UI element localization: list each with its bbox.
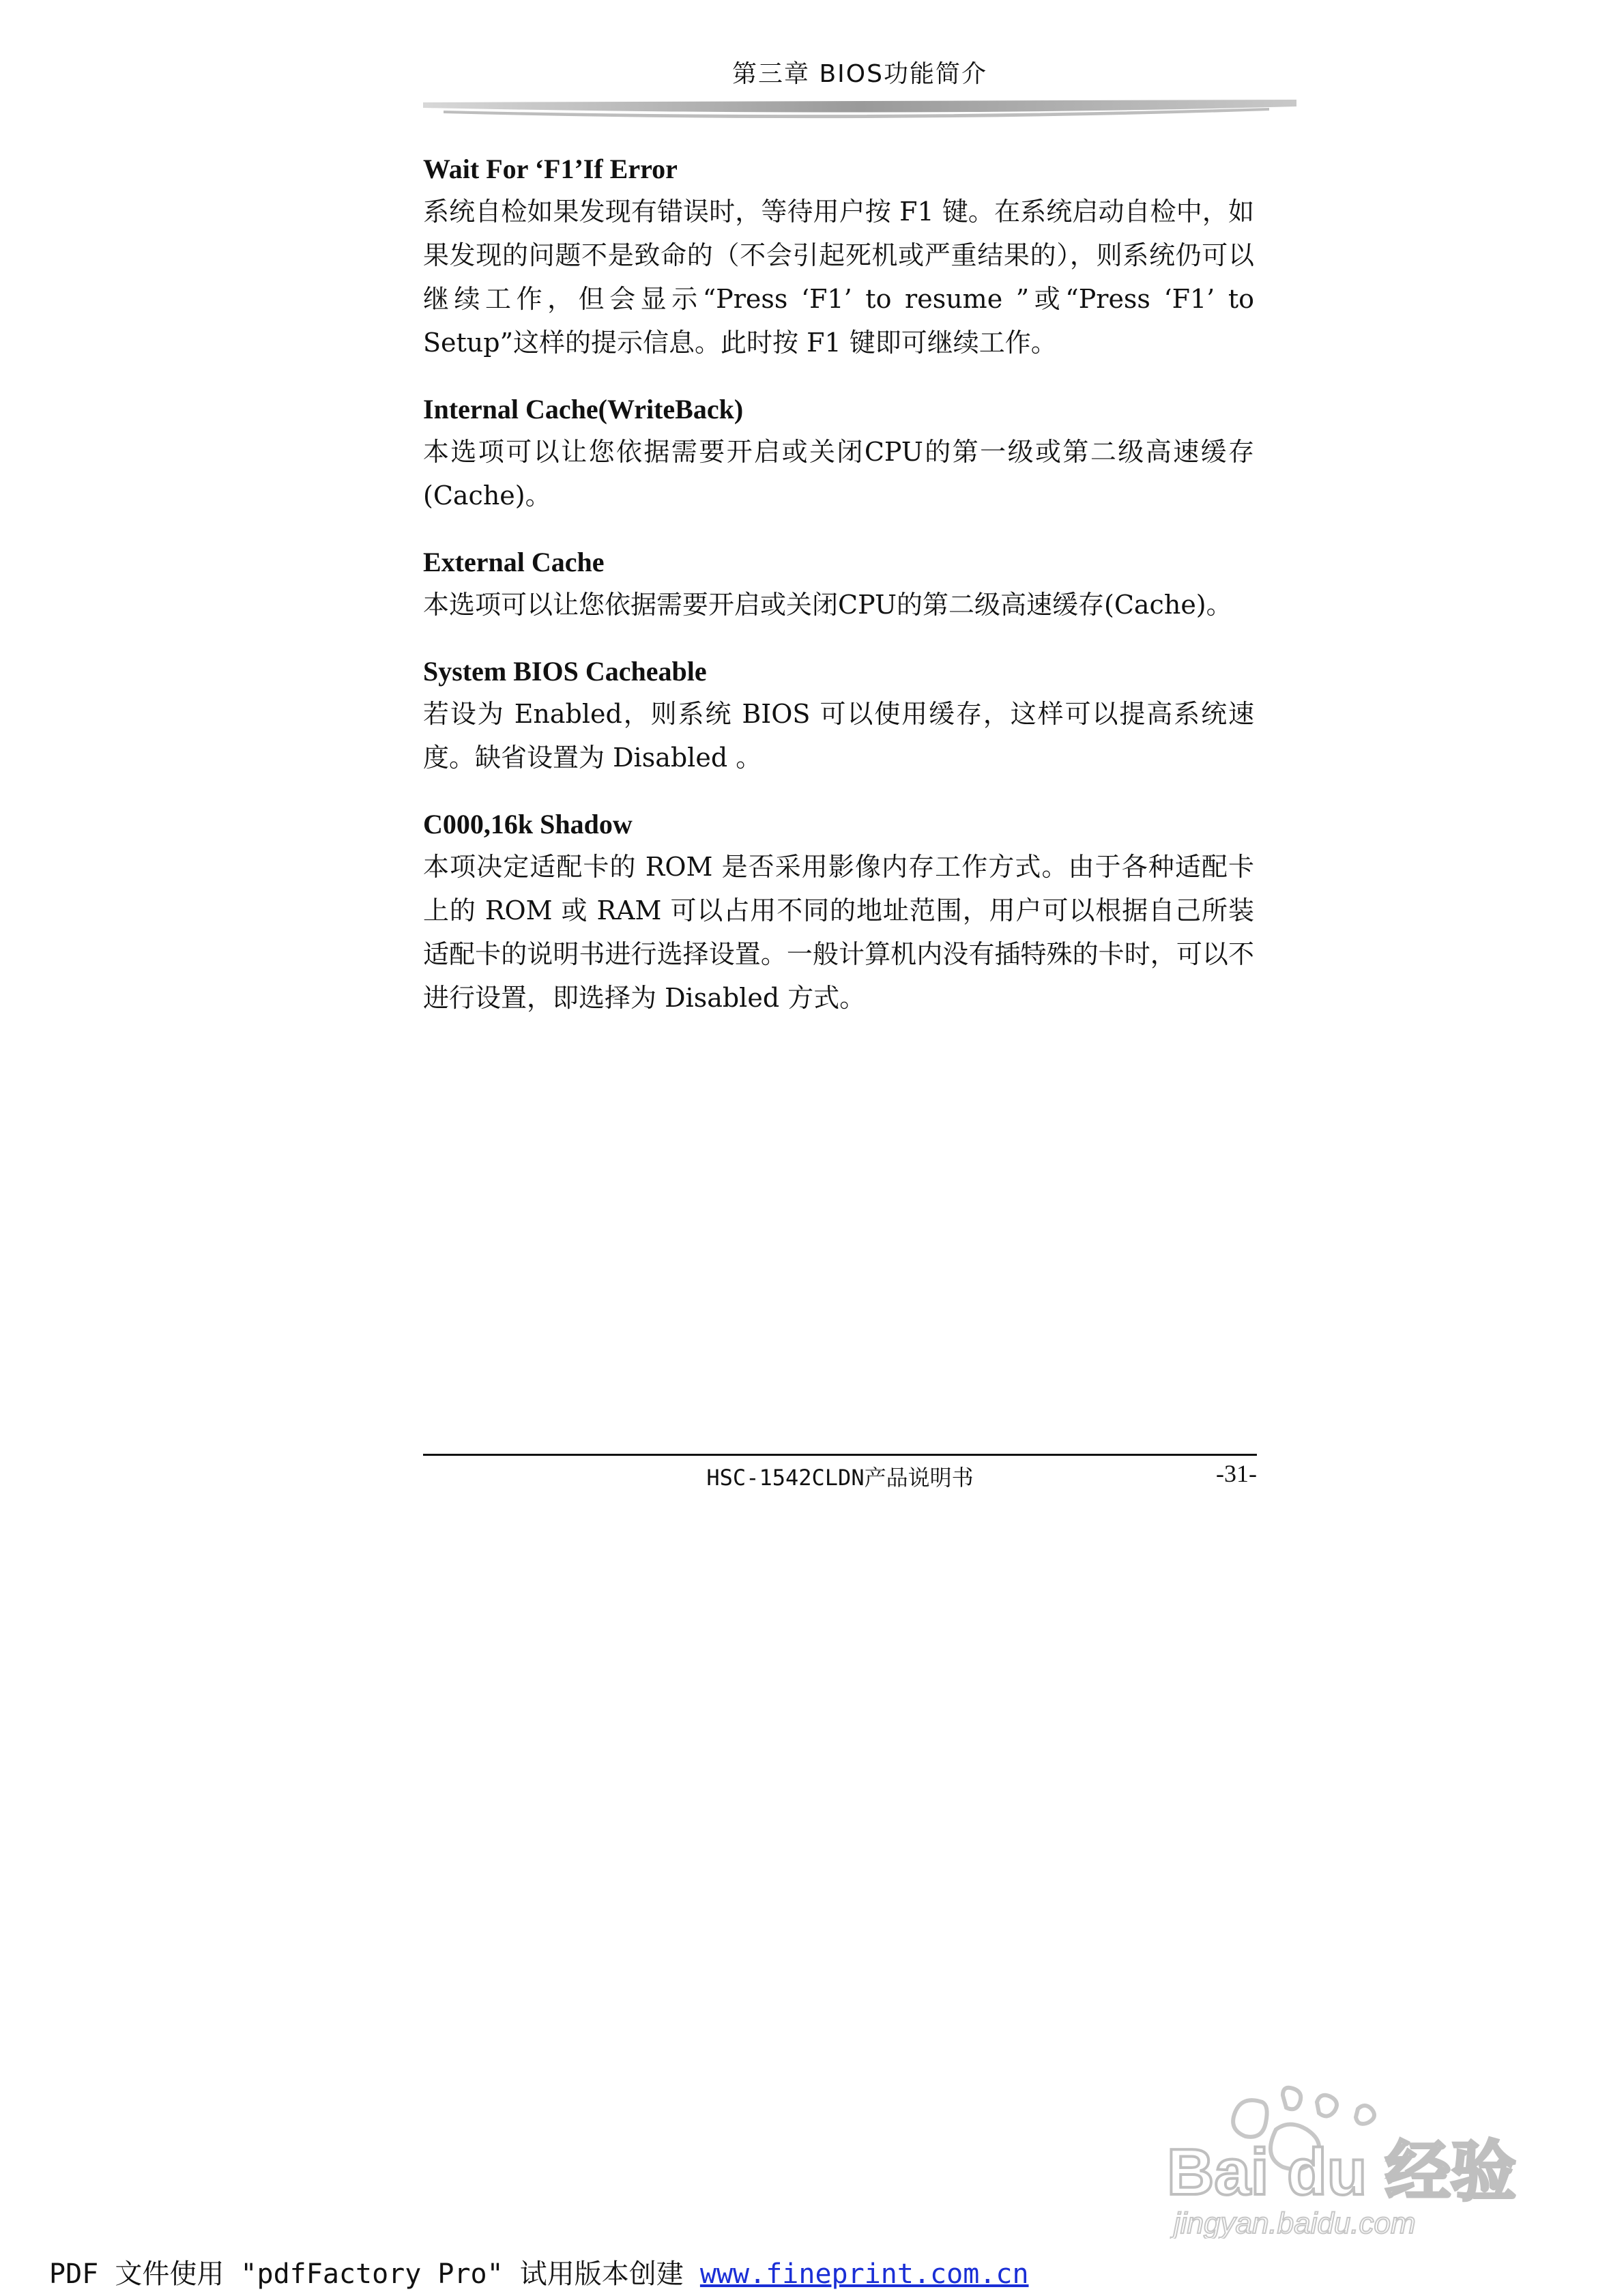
section-body: 若设为 Enabled，则系统 BIOS 可以使用缓存，这样可以提高系统速度。缺省设置为 Disabled 。 [423,699,1254,773]
section-title: Internal Cache(WriteBack) [423,394,744,425]
pdf-note-text: PDF 文件使用 "pdfFactory Pro" 试用版本创建 [49,2258,700,2290]
fineprint-link[interactable]: www.fineprint.com.cn [699,2258,1029,2290]
section-internal-cache [423,389,1254,517]
watermark-url: jingyan.baidu.com [1174,2207,1416,2239]
header-rule [423,100,1296,124]
section-external-cache [423,542,1254,627]
section-wait-for-f1 [423,149,1254,364]
watermark-brand: Bai du 经验 [1167,2136,1517,2209]
section-title: C000,16k Shadow [423,809,633,840]
section-body: 本选项可以让您依据需要开启或关闭CPU的第二级高速缓存(Cache)。 [423,590,1232,620]
page-header: 第三章 BIOS功能简介 [732,60,987,88]
section-system-bios-cacheable [423,651,1254,779]
pdf-creator-note [49,2252,1029,2291]
page-number: -31- [1216,1460,1257,1487]
footer-rule [423,1454,1257,1456]
main-content [423,149,1254,1044]
section-title: External Cache [423,547,605,577]
section-body: 本项决定适配卡的 ROM 是否采用影像内存工作方式。由于各种适配卡上的 ROM 或 RAM 可以占用不同的地址范围，用户可以根据自己所装适配卡的说明书进行选择设置。一般计算机内没有插特殊的卡时，可以不进行设置，即选择为 Disabled 方式。 [423,852,1254,1013]
baidu-jingyan-watermark [1160,2082,1542,2239]
footer-title: HSC-1542CLDN产品说明书 [706,1465,974,1491]
section-title: System BIOS Cacheable [423,656,707,687]
section-title: Wait For ‘F1’If Error [423,154,678,184]
section-body: 系统自检如果发现有错误时，等待用户按 F1 键。在系统启动自检中，如果发现的问题不是致命的（不会引起死机或严重结果的），则系统仍可以继续工作，但会显示“Press ‘F1’ to resume ”或“Press ‘F1’ to Setup”这样的提示信息。此时按 F1 键即可继续工作。 [423,197,1254,358]
section-body: 本选项可以让您依据需要开启或关闭CPU的第一级或第二级高速缓存(Cache)。 [423,437,1254,511]
section-c000-shadow [423,804,1254,1020]
